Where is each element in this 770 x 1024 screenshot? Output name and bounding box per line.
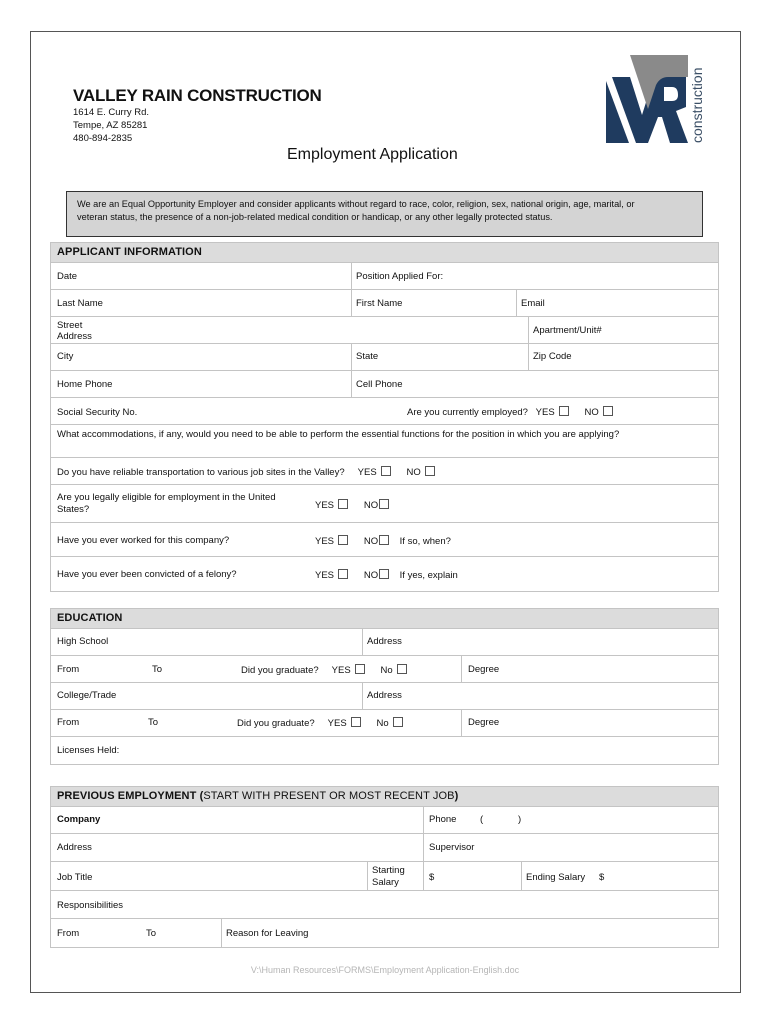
vr-logo [606,55,706,145]
row-ssn [51,398,718,425]
eligible-no-label: NO [363,500,379,511]
hs-yes-label: YES [331,665,351,676]
supervisor-label: Supervisor [429,842,475,853]
row-licenses [51,737,718,764]
row-date [51,263,718,290]
divider [362,629,363,655]
divider [423,807,424,833]
hs-from-label: From [57,664,80,675]
divider [351,290,352,316]
employed-question [407,406,613,418]
college-no-checkbox[interactable] [393,717,403,727]
row-job-title [51,862,718,891]
college-degree-label: Degree [468,717,500,728]
date-label: Date [57,271,78,282]
row-company [51,807,718,834]
employed-question-text: Are you currently employed? [407,407,528,418]
felony-explain-label: If yes, explain [399,570,458,581]
divider [423,862,424,890]
hs-graduate-question [241,664,407,676]
felony-question: Have you ever been convicted of a felony? [57,569,237,580]
row-eligible [51,485,718,523]
eligible-yes-checkbox[interactable] [338,499,348,509]
eligible-yes-label: YES [315,500,335,511]
logo-construction-text: construction [689,67,705,143]
eligible-question-line2: States? [57,504,90,515]
college-from-label: From [57,717,80,728]
divider [528,344,529,370]
employment-heading-subtitle: START WITH PRESENT OR MOST RECENT JOB [203,790,455,802]
notice-line1: We are an Equal Opportunity Employer and consider applicants without regard to race, color, religion, sex, national origin, age, marital, or [77,199,635,209]
home-phone-label: Home Phone [57,379,113,390]
job-title-label: Job Title [57,872,93,883]
employment-heading [51,787,718,807]
felony-answers [315,569,458,581]
employment-section [50,786,719,948]
state-label: State [356,351,379,362]
felony-yes-label: YES [315,570,335,581]
row-emp-address [51,834,718,862]
company-phone: 480-894-2835 [73,133,133,144]
reason-leaving-label: Reason for Leaving [226,928,309,939]
notice-line2: veteran status, the presence of a non-job-related medical condition or handicap, or any other legally protected status. [77,212,553,222]
footer-file-path: V:\Human Resources\FORMS\Employment Application-English.doc [250,965,520,975]
hs-yes-checkbox[interactable] [355,664,365,674]
hs-graduate-text: Did you graduate? [241,665,319,676]
hs-no-checkbox[interactable] [397,664,407,674]
row-name [51,290,718,317]
ending-salary-label: Ending Salary [526,872,586,883]
worked-when-label: If so, when? [399,536,451,547]
divider [221,919,222,947]
zip-label: Zip Code [533,351,572,362]
eeo-notice [66,191,703,237]
employed-yes-label: YES [535,407,555,418]
divider [461,710,462,736]
row-emp-dates [51,919,718,947]
row-high-school [51,629,718,656]
worked-yes-label: YES [315,536,335,547]
position-label: Position Applied For: [356,271,444,282]
college-label: College/Trade [57,690,117,701]
applicant-heading: APPLICANT INFORMATION [51,243,718,263]
eligible-question-line1: Are you legally eligible for employment in the United [57,492,276,503]
worked-question: Have you ever worked for this company? [57,535,230,546]
college-yes-label: YES [327,718,347,729]
employed-no-checkbox[interactable] [603,406,613,416]
felony-yes-checkbox[interactable] [338,569,348,579]
city-label: City [57,351,74,362]
row-transport [51,458,718,485]
employment-heading-end: ) [454,790,459,802]
divider [351,344,352,370]
starting-label-line2: Salary [372,877,399,888]
row-worked [51,523,718,557]
college-yes-checkbox[interactable] [351,717,361,727]
form-title: Employment Application [287,146,458,163]
eligible-answers [315,499,389,511]
employed-no-label: NO [584,407,599,418]
college-no-label: No [376,718,389,729]
hs-no-label: No [380,665,393,676]
worked-no-label: NO [363,536,379,547]
eligible-no-checkbox[interactable] [379,499,389,509]
responsibilities-label: Responsibilities [57,900,124,911]
college-graduate-text: Did you graduate? [237,718,315,729]
row-college [51,683,718,710]
row-felony [51,557,718,591]
transport-question [57,466,435,478]
hs-degree-label: Degree [468,664,500,675]
phone-paren-open: ( [480,814,484,825]
ending-dollar: $ [599,872,605,883]
row-college-dates [51,710,718,737]
felony-no-checkbox[interactable] [379,569,389,579]
hs-address-label: Address [367,636,402,647]
employed-yes-checkbox[interactable] [559,406,569,416]
row-hs-dates [51,656,718,683]
divider [351,263,352,289]
education-section [50,608,719,765]
starting-label-line1: Starting [372,865,405,876]
emp-to-label: To [146,928,157,939]
college-address-label: Address [367,690,402,701]
apartment-label: Apartment/Unit# [533,325,602,336]
applicant-section [50,242,719,592]
cell-phone-label: Cell Phone [356,379,403,390]
transport-question-text: Do you have reliable transportation to various job sites in the Valley? [57,467,345,478]
worked-answers [315,535,451,547]
row-phone [51,371,718,398]
transport-yes-checkbox[interactable] [381,466,391,476]
email-label: Email [521,298,545,309]
starting-dollar: $ [429,872,435,883]
worked-no-checkbox[interactable] [379,535,389,545]
phone-paren-close: ) [518,814,522,825]
row-city [51,344,718,371]
row-street [51,317,718,344]
company-name: VALLEY RAIN CONSTRUCTION [73,86,322,105]
education-heading: EDUCATION [51,609,718,629]
emp-address-label: Address [57,842,92,853]
transport-no-checkbox[interactable] [425,466,435,476]
college-to-label: To [148,717,159,728]
divider [521,862,522,890]
divider [367,862,368,890]
accommodations-question: What accommodations, if any, would you need to be able to perform the essential functions for the position in which you are applying? [57,429,620,440]
worked-yes-checkbox[interactable] [338,535,348,545]
emp-from-label: From [57,928,80,939]
last-name-label: Last Name [57,298,103,309]
divider [528,317,529,343]
employment-heading-bold: PREVIOUS EMPLOYMENT ( [57,790,204,802]
address-label: Address [57,331,92,342]
college-graduate-question [237,717,403,729]
company-city: Tempe, AZ 85281 [73,120,148,131]
hs-to-label: To [152,664,163,675]
street-label: Street [57,320,83,331]
felony-no-label: NO [363,570,379,581]
ssn-label: Social Security No. [57,407,138,418]
divider [362,683,363,709]
company-street: 1614 E. Curry Rd. [73,107,150,118]
licenses-label: Licenses Held: [57,745,120,756]
row-responsibilities [51,891,718,919]
divider [351,371,352,397]
row-accommodations [51,425,718,458]
company-label: Company [57,814,101,825]
divider [516,290,517,316]
transport-no-label: NO [406,467,421,478]
divider [461,656,462,682]
high-school-label: High School [57,636,109,647]
transport-yes-label: YES [357,467,377,478]
phone-label: Phone [429,814,457,825]
divider [423,834,424,861]
first-name-label: First Name [356,298,403,309]
